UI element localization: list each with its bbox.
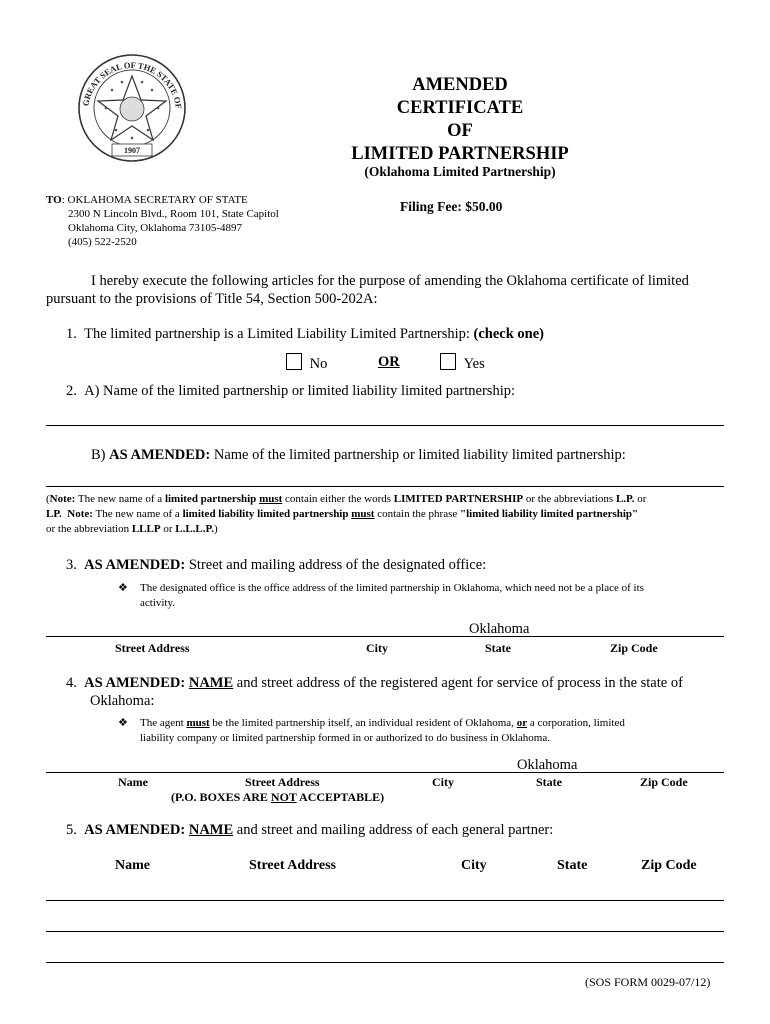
note-text: The new name of a (92, 508, 183, 520)
no-checkbox[interactable] (286, 353, 302, 370)
q1-options (286, 353, 327, 373)
q3-col-street: Street Address (115, 641, 190, 655)
q4-state-value: Oklahoma (517, 757, 578, 773)
state-seal (72, 52, 192, 164)
q2b-text: Name of the limited partnership or limited liability limited partnership: (210, 447, 626, 463)
seal-year: 1907 (124, 146, 140, 155)
q4-col-name: Name (118, 775, 148, 789)
to-address-2: Oklahoma City, Oklahoma 73105-4897 (68, 222, 243, 234)
note-text: The new name of a (75, 493, 165, 505)
q5-text: and street and mailing address of each general partner: (233, 822, 554, 838)
question-4 (66, 674, 726, 710)
designated-office-address-field[interactable] (46, 636, 724, 637)
q4-as-amended: AS AMENDED: (84, 675, 189, 691)
note-term: LIMITED PARTNERSHIP (393, 493, 524, 505)
note-text: or (634, 493, 647, 505)
q4-text-2: Oklahoma: (90, 693, 155, 709)
note-term: LLLP (131, 523, 161, 535)
note-text: contain either the words (282, 493, 394, 505)
yes-label: Yes (463, 356, 485, 372)
note-term: "limited liability limited partnership" (460, 508, 639, 520)
q5-col-city: City (461, 858, 487, 873)
form-title (300, 74, 620, 166)
q4-text: and street address of the registered agent for service of process in the state of (233, 675, 683, 691)
q3-col-zip: Zip Code (610, 641, 658, 655)
note-term: limited partnership (164, 493, 257, 505)
q5-col-state: State (557, 858, 588, 873)
note-term: LP. (46, 508, 62, 520)
form-number: (SOS FORM 0029-07/12) (585, 975, 711, 989)
q4-col-city: City (432, 775, 454, 789)
q5-col-name: Name (115, 858, 150, 873)
po-box-text: ACCEPTABLE) (296, 790, 385, 804)
q5-name: NAME (188, 822, 234, 838)
title-line-4: LIMITED PARTNERSHIP (351, 144, 569, 164)
po-box-not: NOT (270, 790, 297, 804)
q1-yes-option (440, 353, 485, 373)
title-line-1: AMENDED (412, 75, 508, 95)
q4-bullet-must: must (186, 717, 210, 729)
po-box-warning (171, 790, 384, 805)
to-phone: (405) 522-2520 (68, 236, 137, 248)
question-2b (91, 447, 626, 464)
filing-fee: Filing Fee: $50.00 (400, 199, 503, 214)
intro-line-2: pursuant to the provisions of Title 54, Section 500-202A: (46, 291, 378, 307)
q5-number: 5. (66, 822, 77, 838)
svg-text:GREAT SEAL OF THE STATE OF OKL: GREAT SEAL OF THE STATE OF (80, 59, 184, 110)
note-label: Note: (49, 493, 76, 505)
intro-paragraph (46, 272, 736, 308)
q1-text: The limited partnership is a Limited Liability Limited Partnership: (84, 326, 474, 342)
current-name-field[interactable] (46, 425, 724, 426)
question-3 (66, 557, 486, 574)
note-text: or the abbreviation (46, 523, 132, 535)
q4-bullet (118, 716, 728, 746)
note-term: L.P. (615, 493, 635, 505)
q4-bullet-text: a corporation, limited (527, 717, 625, 729)
general-partner-line-2[interactable] (46, 931, 724, 932)
q3-bullet-line-2: activity. (140, 597, 176, 609)
q4-bullet-line-2: liability company or limited partnership formed in or authorized to do business in Oklahoma. (140, 732, 550, 744)
note-text: ( (46, 493, 50, 505)
title-line-3: OF (447, 121, 473, 141)
form-subtitle: (Oklahoma Limited Partnership) (364, 164, 556, 179)
question-2a (66, 383, 515, 400)
to-label: TO (46, 194, 62, 206)
q4-col-state: State (536, 775, 562, 789)
q5-col-zip: Zip Code (641, 858, 697, 873)
note-must: must (259, 493, 283, 505)
note-text: or (160, 523, 176, 535)
diamond-bullet-icon: ❖ (118, 582, 128, 594)
q4-bullet-text: The agent (140, 717, 187, 729)
general-partner-line-1[interactable] (46, 900, 724, 901)
general-partner-line-3[interactable] (46, 962, 724, 963)
registered-agent-field[interactable] (46, 772, 724, 773)
q1-number: 1. (66, 326, 77, 342)
q3-bullet-line-1: The designated office is the office address of the limited partnership in Oklahoma, which need not be a place of its (140, 582, 644, 594)
q4-bullet-text: be the limited partnership itself, an individual resident of Oklahoma, (209, 717, 517, 729)
q3-number: 3. (66, 557, 77, 573)
q3-state-value: Oklahoma (469, 621, 530, 637)
q4-col-zip: Zip Code (640, 775, 688, 789)
name-note (46, 492, 736, 537)
note-must: must (351, 508, 375, 520)
diamond-bullet-icon: ❖ (118, 717, 128, 729)
note-term: limited liability limited partnership (182, 508, 349, 520)
amended-name-field[interactable] (46, 486, 724, 487)
q3-bullet (118, 581, 728, 611)
q5-col-street: Street Address (249, 858, 336, 873)
q2-number: 2. (66, 383, 77, 399)
q3-text: Street and mailing address of the designated office: (185, 557, 487, 573)
no-label: No (309, 356, 328, 372)
q4-bullet-or: or (516, 717, 528, 729)
title-line-2: CERTIFICATE (396, 98, 524, 118)
po-box-text: (P.O. BOXES ARE (171, 790, 271, 804)
q2b-prefix: B) (91, 447, 110, 463)
yes-checkbox[interactable] (440, 353, 456, 370)
recipient-block (46, 193, 279, 249)
q5-as-amended: AS AMENDED: (84, 822, 189, 838)
q4-name: NAME (188, 675, 234, 691)
or-label: OR (378, 354, 400, 370)
q4-number: 4. (66, 675, 77, 691)
q1-check-one: (check one) (473, 326, 544, 342)
q2a-text: A) Name of the limited partnership or limited liability limited partnership: (84, 383, 515, 399)
q2b-as-amended: AS AMENDED: (109, 447, 211, 463)
note-label: Note: (67, 508, 93, 520)
note-text: contain the phrase (374, 508, 460, 520)
q3-as-amended: AS AMENDED: (84, 557, 186, 573)
intro-line-1: I hereby execute the following articles for the purpose of amending the Oklahoma certificate of limited (91, 273, 689, 289)
note-text: ) (213, 523, 218, 535)
note-term: L.L.L.P. (175, 523, 214, 535)
to-office: : OKLAHOMA SECRETARY OF STATE (61, 194, 248, 206)
to-address-1: 2300 N Lincoln Blvd., Room 101, State Capitol (68, 208, 279, 220)
q4-col-street: Street Address (245, 775, 320, 789)
q3-col-state: State (485, 641, 511, 655)
q3-col-city: City (366, 641, 388, 655)
question-1 (66, 326, 544, 343)
question-5 (66, 822, 553, 839)
note-text: or the abbreviations (523, 493, 616, 505)
